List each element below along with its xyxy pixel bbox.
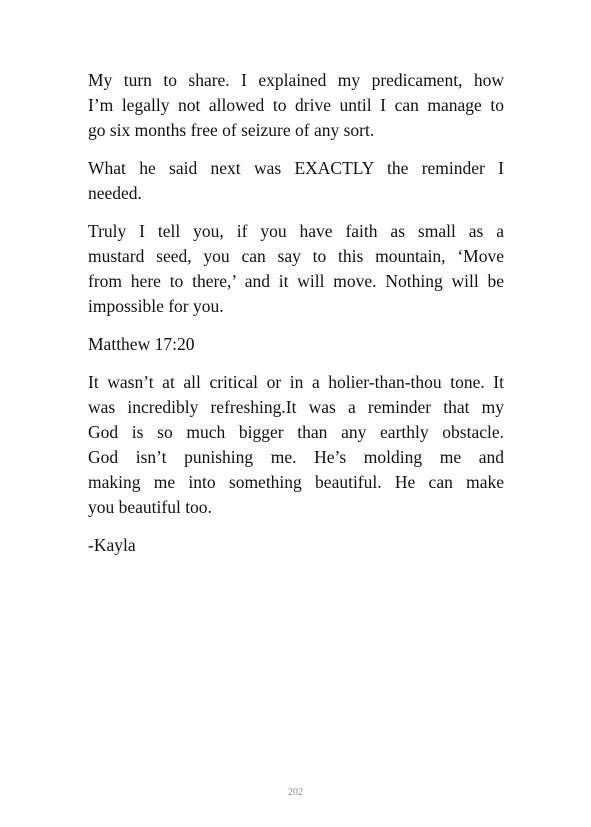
text-line: you beautiful too. [88,497,212,517]
paragraph-reflection [88,370,504,520]
text-line: impossible for you. [88,296,224,316]
page-number: 202 [288,787,303,798]
text-line: God is so much bigger than any earthly obstacle. [88,422,504,442]
page-body [88,68,504,571]
text-line: from here to there,’ and it will move. Nothing will be [88,271,504,291]
text-line: It wasn’t at all critical or in a holier-than-thou tone. It [88,372,504,392]
text-line: Truly I tell you, if you have faith as small as a [88,221,504,241]
text-line: Matthew 17:20 [88,334,195,354]
text-line: God isn’t punishing me. He’s molding me and [88,447,504,467]
paragraph-scripture-quote [88,219,504,319]
text-line: My turn to share. I explained my predicament, how [88,70,504,90]
text-line: mustard seed, you can say to this mountain, ‘Move [88,246,504,266]
text-line: What he said next was EXACTLY the reminder I [88,158,504,178]
text-line: making me into something beautiful. He can make [88,472,504,492]
paragraph-predicament [88,68,504,143]
text-line: I’m legally not allowed to drive until I can manage to [88,95,504,115]
paragraph-reminder [88,156,504,206]
text-line: go six months free of seizure of any sort. [88,120,375,140]
text-line: -Kayla [88,535,136,555]
text-line: was incredibly refreshing.It was a reminder that my [88,397,504,417]
paragraph-signature [88,533,504,558]
paragraph-scripture-reference [88,332,504,357]
text-line: needed. [88,183,142,203]
